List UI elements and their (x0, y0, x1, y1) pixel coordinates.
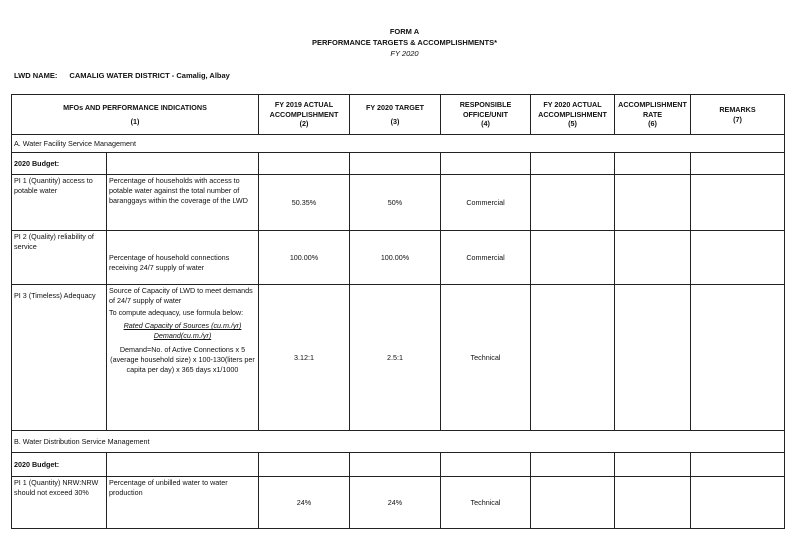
table-row (12, 175, 785, 231)
col-header-fy2019: FY 2019 ACTUAL ACCOMPLISHMENT (2) (259, 95, 350, 135)
pi-name: PI 2 (Quality) reliability of service (12, 231, 107, 285)
col-header-remarks: REMARKS (7) (691, 95, 785, 135)
form-header (0, 26, 809, 59)
col-header-office: RESPONSIBLE OFFICE/UNIT (4) (441, 95, 531, 135)
header-row (12, 95, 785, 135)
fy2019-value: 24% (259, 477, 350, 529)
form-title: PERFORMANCE TARGETS & ACCOMPLISHMENTS* (311, 38, 497, 47)
pi-description-line: To compute adequacy, use formula below: (109, 307, 244, 317)
pi-description: Percentage of households with access to potable water against the total number of baranggays within the coverage of the LWD (107, 175, 259, 231)
section-a-title: A. Water Facility Service Management (12, 135, 785, 153)
formula-denominator: Demand(cu.m./yr) (153, 331, 212, 341)
fiscal-year: FY 2020 (390, 49, 419, 58)
table-row (12, 231, 785, 285)
pi-description-line: Source of Capacity of LWD to meet demands of 24/7 supply of water (109, 286, 253, 305)
col-header-target: FY 2020 TARGET (3) (350, 95, 441, 135)
target-value: 100.00% (350, 231, 441, 285)
section-b-title: B. Water Distribution Service Management (12, 431, 785, 453)
section-b-budget-row (12, 453, 785, 477)
form-label: FORM A (389, 27, 420, 36)
col-header-mfo: MFOs AND PERFORMANCE INDICATIONS (1) (12, 95, 259, 135)
pi-description (107, 285, 259, 431)
office-value: Commercial (441, 231, 531, 285)
office-value: Commercial (441, 175, 531, 231)
target-value: 2.5:1 (350, 285, 441, 431)
pi-description: Percentage of household connections receiving 24/7 supply of water (107, 231, 259, 285)
lwd-name-line (14, 71, 230, 80)
section-a-row (12, 135, 785, 153)
section-b-budget: 2020 Budget: (12, 453, 107, 477)
pi-name: PI 1 (Quantity) access to potable water (12, 175, 107, 231)
performance-table (11, 94, 785, 529)
formula-numerator: Rated Capacity of Sources (cu.m./yr) (123, 321, 242, 331)
lwd-name: CAMALIG WATER DISTRICT - Camalig, Albay (69, 71, 230, 80)
fy2019-value: 50.35% (259, 175, 350, 231)
col-header-fy2020-actual: FY 2020 ACTUAL ACCOMPLISHMENT (5) (531, 95, 615, 135)
lwd-label: LWD NAME: (14, 71, 58, 80)
section-a-budget-row (12, 153, 785, 175)
office-value: Technical (441, 285, 531, 431)
section-b-row (12, 431, 785, 453)
pi-description-line: Demand=No. of Active Connections x 5 (average household size) x 100-130(liters per capita per day) x 365 days x1/1000 (110, 344, 255, 374)
table-row (12, 285, 785, 431)
col-header-rate: ACCOMPLISHMENT RATE (6) (615, 95, 691, 135)
fy2019-value: 3.12:1 (259, 285, 350, 431)
target-value: 50% (350, 175, 441, 231)
section-a-budget: 2020 Budget: (12, 153, 107, 175)
target-value: 24% (350, 477, 441, 529)
office-value: Technical (441, 477, 531, 529)
table-row (12, 477, 785, 529)
pi-description: Percentage of unbilled water to water production (107, 477, 259, 529)
fy2019-value: 100.00% (259, 231, 350, 285)
pi-name: PI 3 (Timeless) Adequacy (12, 285, 107, 431)
pi-name: PI 1 (Quantity) NRW:NRW should not exceed 30% (12, 477, 107, 529)
